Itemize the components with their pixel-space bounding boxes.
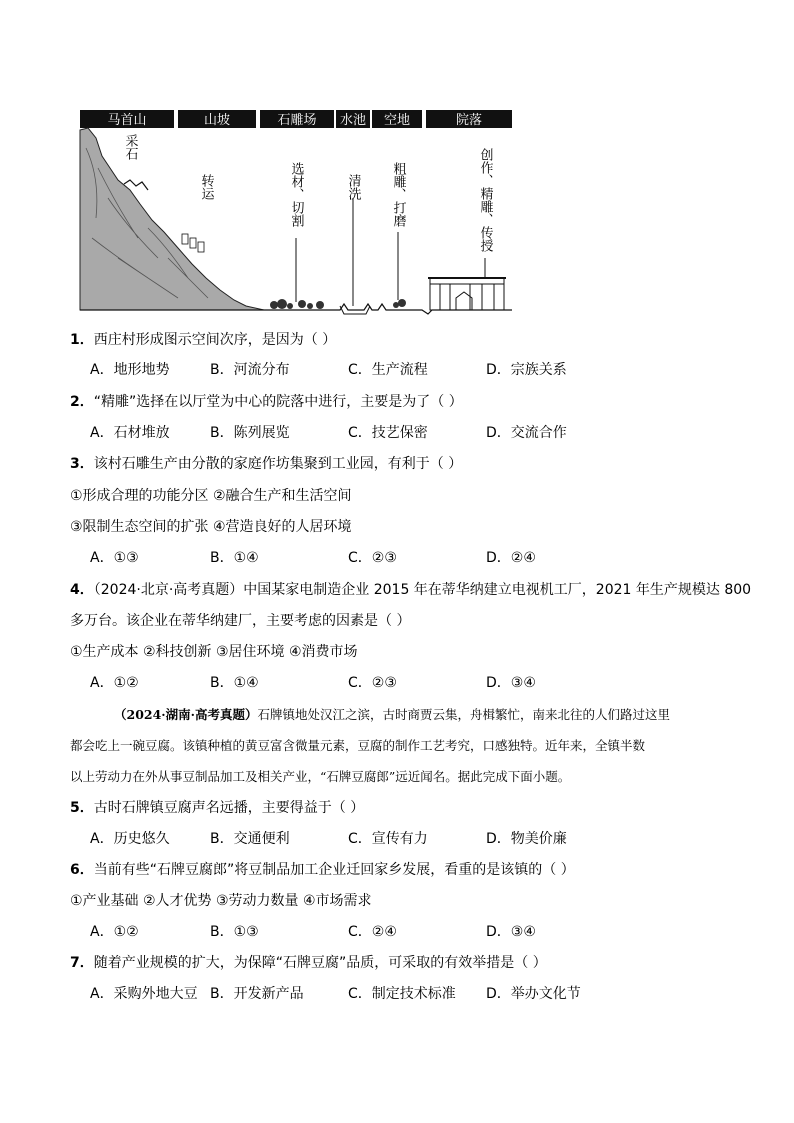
statement-line: ③限制生态空间的扩张 ④营造良好的人居环境 [70,519,352,535]
question-5 [70,798,364,818]
question-3 [70,454,462,474]
activity-label-qingxi: 清洗 [345,174,361,200]
option-b[interactable]: B．交通便利 [210,831,290,847]
question-stem: （2024·北京·高考真题）中国某家电制造企业 2015 年在蒂华纳建立电视机工厂，2021 年生产规模达 800 [93,582,752,598]
option-d[interactable]: D．宗族关系 [486,362,567,378]
activity-label-cudiao: 粗雕、打磨 [390,162,406,227]
section-label-yuanluo: 院落 [455,113,483,128]
question-stem: 西庄村形成图示空间次序，是因为（ ） [93,332,337,348]
option-d[interactable]: D．交流合作 [486,425,567,441]
option-d[interactable]: D．③④ [486,924,536,940]
question-stem: “精雕”选择在以厅堂为中心的院落中进行，主要是为了（ ） [93,394,463,410]
question-number: 6． [70,862,94,878]
option-a[interactable]: A．采购外地大豆 [90,986,198,1002]
question-stem: 古时石牌镇豆腐声名远播，主要得益于（ ） [93,800,365,816]
activity-label-zhuanyun: 转运 [198,174,214,200]
stone-pile-icon [270,299,406,309]
question-stem: 该村石雕生产由分散的家庭作坊集聚到工业园，有利于（ ） [93,456,463,472]
courtyard-building [428,278,506,310]
option-a[interactable]: A．石材堆放 [90,425,170,441]
option-c[interactable]: C．②③ [348,550,397,566]
option-b[interactable]: B．开发新产品 [210,986,304,1002]
section-label-shanpo: 山坡 [203,113,231,128]
question-4-stem-cont: 多万台。该企业在蒂华纳建厂，主要考虑的因素是（ ） [70,613,411,629]
activity-label-xuancai: 选材、切割 [288,162,304,227]
option-a[interactable]: A．①③ [90,550,139,566]
option-a[interactable]: A．①② [90,675,139,691]
option-c[interactable]: C．②④ [348,924,397,940]
question-stem: 当前有些“石牌豆腐郎”将豆制品加工企业迁回家乡发展，看重的是该镇的（ ） [93,862,575,878]
stone-carving-village-diagram [78,108,514,316]
question-7 [70,953,547,973]
passage-line-1 [114,705,670,725]
mountain-illustration [80,128,264,310]
option-c[interactable]: C．制定技术标准 [348,986,456,1002]
passage-text: 石牌镇地处汉江之滨，古时商贾云集，舟楫繁忙，南来北往的人们路过这里 [257,707,671,722]
statement-line: ①生产成本 ②科技创新 ③居住环境 ④消费市场 [70,644,358,660]
question-number: 4． [70,582,94,598]
question-number: 1． [70,332,94,348]
activity-label-chuangzuo: 创作、精雕、传授 [477,148,493,252]
question-stem: 随着产业规模的扩大，为保障“石牌豆腐”品质，可采取的有效举措是（ ） [93,955,547,971]
section-header-bar [80,110,512,128]
statement-line: ①形成合理的功能分区 ②融合生产和生活空间 [70,488,352,504]
question-number: 5． [70,800,94,816]
option-d[interactable]: D．物美价廉 [486,831,567,847]
question-number: 2． [70,394,94,410]
option-d[interactable]: D．举办文化节 [486,986,581,1002]
option-c[interactable]: C．宣传有力 [348,831,428,847]
section-label-shuichi: 水池 [339,113,367,128]
option-c[interactable]: C．技艺保密 [348,425,428,441]
option-d[interactable]: D．②④ [486,550,536,566]
option-b[interactable]: B．①③ [210,924,259,940]
option-a[interactable]: A．历史悠久 [90,831,170,847]
question-2 [70,392,463,412]
option-d[interactable]: D．③④ [486,675,536,691]
activity-label-caishi: 采石 [122,134,138,160]
passage-source: （2024·湖南·高考真题） [114,707,258,722]
option-b[interactable]: B．①④ [210,675,259,691]
section-label-mashoushan: 马首山 [107,113,147,128]
option-b[interactable]: B．河流分布 [210,362,290,378]
question-6 [70,860,575,880]
option-c[interactable]: C．生产流程 [348,362,428,378]
section-label-kongdi: 空地 [383,113,411,128]
question-number: 7． [70,955,94,971]
question-number: 3． [70,456,94,472]
option-c[interactable]: C．②③ [348,675,397,691]
question-1 [70,330,336,350]
option-a[interactable]: A．地形地势 [90,362,170,378]
statement-line: ①产业基础 ②人才优势 ③劳动力数量 ④市场需求 [70,893,372,909]
option-b[interactable]: B．①④ [210,550,259,566]
section-label-shidiaochang: 石雕场 [277,113,317,128]
option-a[interactable]: A．①② [90,924,139,940]
passage-line-2: 都会吃上一碗豆腐。该镇种植的黄豆富含微量元素，豆腐的制作工艺考究，口感独特。近年来，全镇半数 [70,738,646,753]
option-b[interactable]: B．陈列展览 [210,425,290,441]
passage-line-3: 以上劳动力在外从事豆制品加工及相关产业，“石牌豆腐郎”远近闻名。据此完成下面小题。 [70,769,571,784]
question-4 [70,580,751,600]
